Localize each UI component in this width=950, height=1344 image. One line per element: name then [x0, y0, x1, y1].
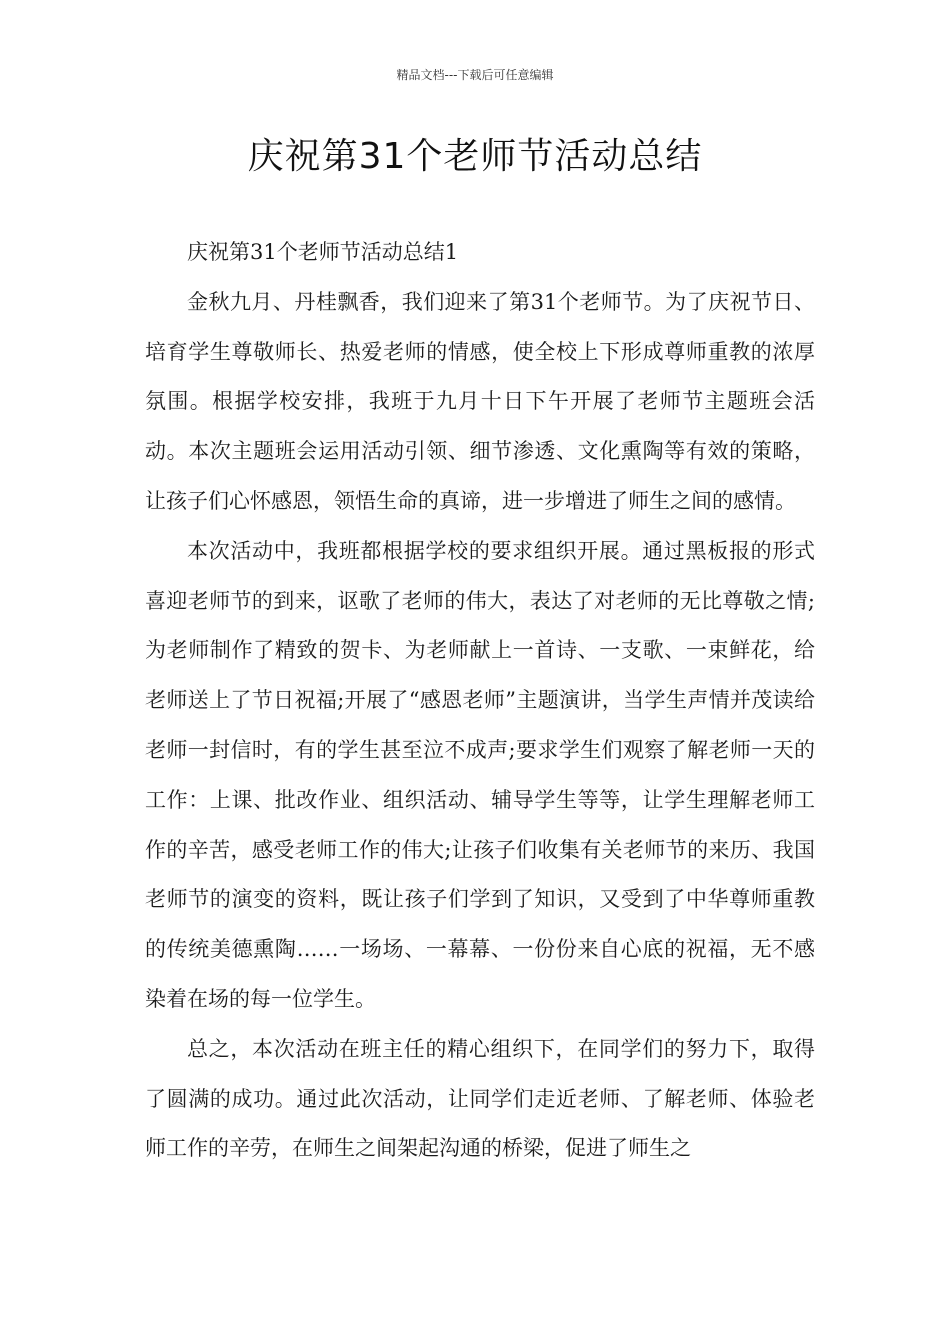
paragraph-1: 金秋九月、丹桂飘香，我们迎来了第31个老师节。为了庆祝节日、培育学生尊敬师长、热爱老师的情感，使全校上下形成尊师重教的浓厚氛围。根据学校安排，我班于九月十日下午开展了老师节主题班会活动。本次主题班会运用活动引领、细节渗透、文化熏陶等有效的策略，让孩子们心怀感恩，领悟生命的真谛，进一步增进了师生之间的感情。	[145, 289, 815, 513]
paragraph-3: 总之，本次活动在班主任的精心组织下，在同学们的努力下，取得了圆满的成功。通过此次活动，让同学们走近老师、了解老师、体验老师工作的辛劳，在师生之间架起沟通的桥梁，促进了师生之	[145, 1036, 815, 1161]
paragraph-2: 本次活动中，我班都根据学校的要求组织开展。通过黑板报的形式喜迎老师节的到来，讴歌了老师的伟大，表达了对老师的无比尊敬之情;为老师制作了精致的贺卡、为老师献上一首诗、一支歌、一束鲜花，给老师送上了节日祝福;开展了“感恩老师”主题演讲，当学生声情并茂读给老师一封信时，有的学生甚至泣不成声;要求学生们观察了解老师一天的工作：上课、批改作业、组织活动、辅导学生等等，让学生理解老师工作的辛苦，感受老师工作的伟大;让孩子们收集有关老师节的来历、我国老师节的演变的资料，既让孩子们学到了知识，又受到了中华尊师重教的传统美德熏陶……一场场、一幕幕、一份份来自心底的祝福，无不感染着在场的每一位学生。	[145, 538, 815, 1011]
section-title: 庆祝第31个老师节活动总结1	[187, 240, 459, 264]
document-body	[145, 228, 815, 1174]
header-note: 精品文档---下载后可任意编辑	[396, 68, 554, 82]
document-title: 庆祝第31个老师节活动总结	[247, 136, 703, 177]
